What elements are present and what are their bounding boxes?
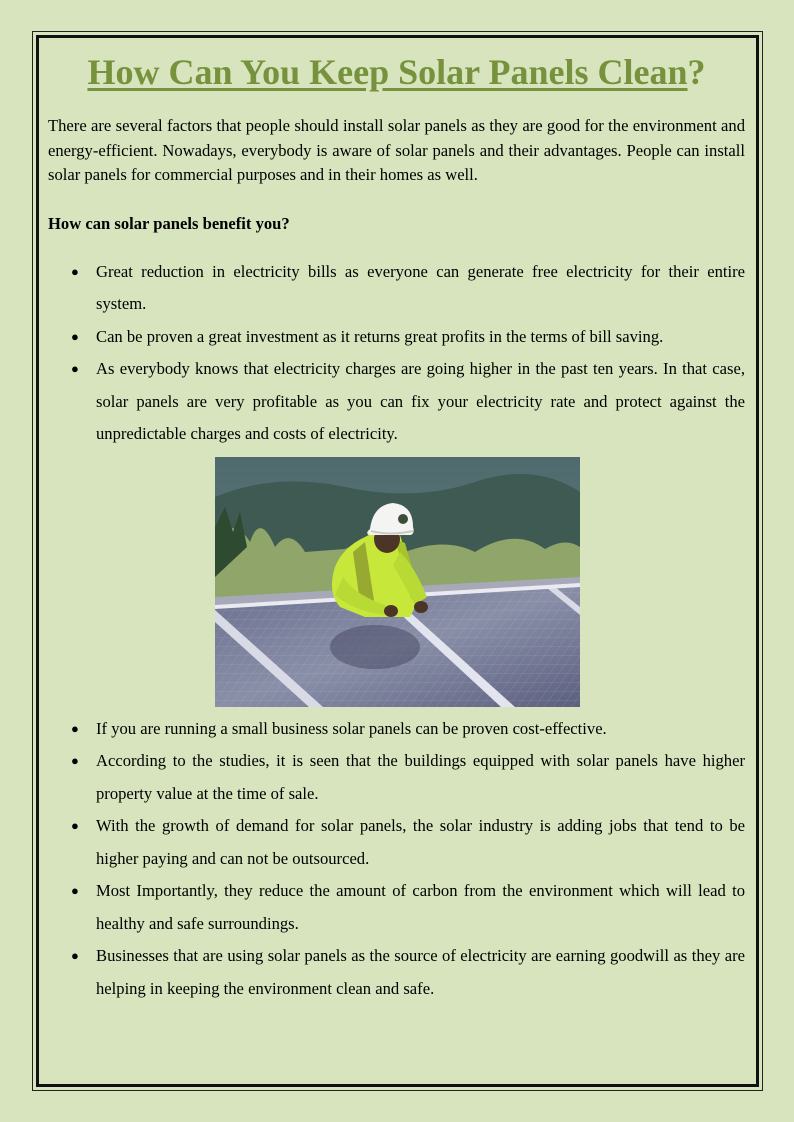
- list-item-text: Great reduction in electricity bills as everyone can generate free electricity for their entire system.: [96, 261, 745, 313]
- list-item-text: According to the studies, it is seen that the buildings equipped with solar panels have higher property value at the time of sale.: [96, 751, 745, 803]
- benefits-list-first: [48, 256, 745, 451]
- list-item: [48, 256, 745, 321]
- bullet-icon: ●: [71, 753, 79, 768]
- bullet-icon: ●: [71, 883, 79, 898]
- list-item: [48, 745, 745, 810]
- title-text: How Can You Keep Solar Panels Clean: [87, 52, 688, 92]
- bullet-icon: ●: [71, 818, 79, 833]
- benefits-heading: How can solar panels benefit you?: [48, 213, 290, 233]
- list-item-text: As everybody knows that electricity charges are going higher in the past ten years. In that case, solar panels are very profitable as you can fix your electricity rate and protect against the unpredictable charges and costs of electricity.: [96, 359, 745, 443]
- list-item-text: With the growth of demand for solar panels, the solar industry is adding jobs that tend to be higher paying and can not be outsourced.: [96, 816, 745, 868]
- list-item: [48, 875, 745, 940]
- list-item-text: If you are running a small business solar panels can be proven cost-effective.: [96, 718, 607, 738]
- bullet-icon: ●: [71, 361, 79, 376]
- bullet-icon: ●: [71, 948, 79, 963]
- list-item: [48, 940, 745, 1005]
- list-item: [48, 713, 745, 746]
- page-title: [48, 44, 745, 100]
- bullet-icon: ●: [71, 263, 79, 279]
- list-item: [48, 810, 745, 875]
- photo-container: [48, 457, 745, 707]
- list-item: [48, 321, 745, 354]
- intro-paragraph: There are several factors that people should install solar panels as they are good for the environment and energy-efficient. Nowadays, everybody is aware of solar panels and their advantages. People can install solar panels for commercial purposes and in their homes as well.: [48, 116, 745, 184]
- list-item-text: Can be proven a great investment as it returns great profits in the terms of bill saving.: [96, 326, 664, 346]
- bullet-icon: ●: [71, 720, 79, 736]
- title-question-mark: ?: [687, 52, 706, 92]
- document-content: [48, 44, 745, 1005]
- list-item: [48, 353, 745, 451]
- list-item-text: Most Importantly, they reduce the amount of carbon from the environment which will lead to healthy and safe surroundings.: [96, 881, 745, 933]
- benefits-list-second: [48, 713, 745, 1006]
- bullet-icon: ●: [71, 328, 79, 344]
- solar-worker-photo: [215, 457, 580, 707]
- list-item-text: Businesses that are using solar panels as the source of electricity are earning goodwill as they are helping in keeping the environment clean and safe.: [96, 946, 745, 998]
